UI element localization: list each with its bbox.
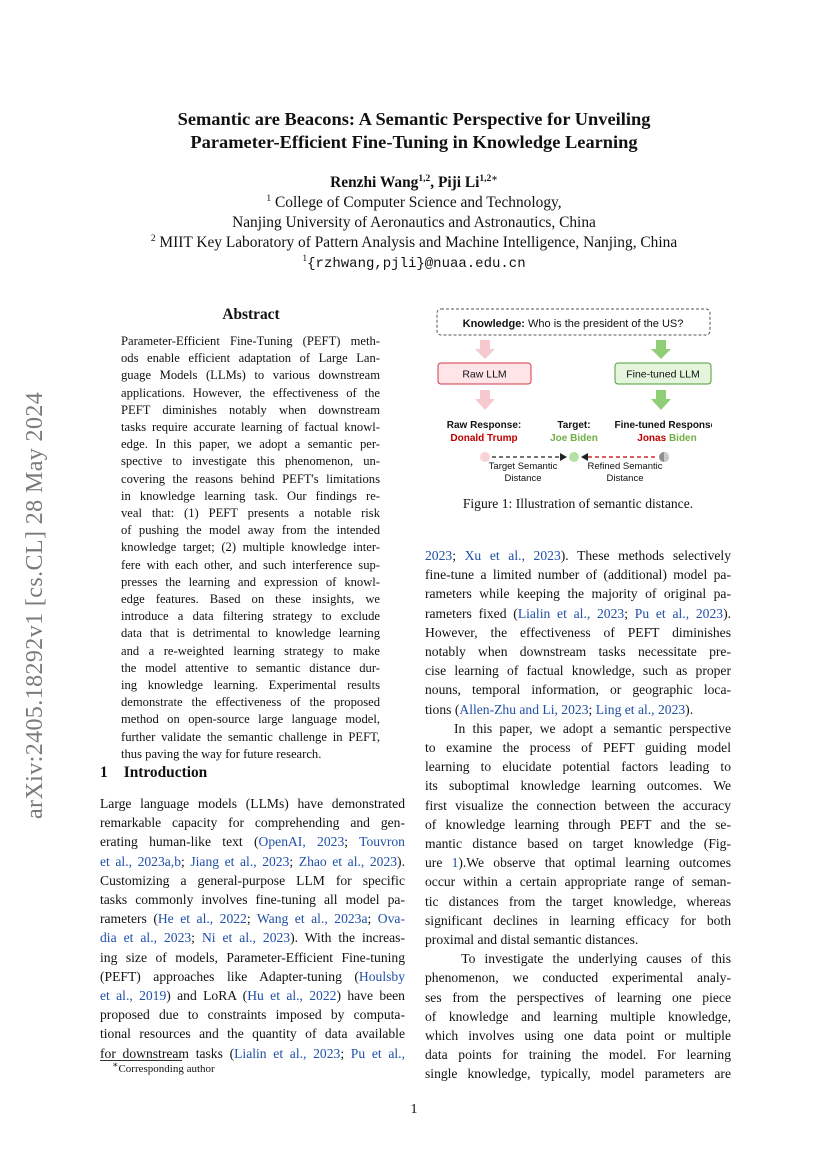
abstract-line: covering the reasons behind PEFT's limitations bbox=[121, 471, 380, 486]
section-heading-introduction bbox=[100, 764, 207, 782]
abstract-line: further validate the semantic challenge in PEFT, bbox=[121, 729, 380, 744]
refined-distance-label: Refined Semantic bbox=[587, 461, 663, 472]
citation-link[interactable]: Jiang et al., 2023 bbox=[190, 853, 290, 869]
body-line bbox=[425, 853, 731, 872]
target-label: Target: bbox=[557, 420, 591, 431]
body-line bbox=[425, 1026, 731, 1045]
body-line bbox=[425, 680, 731, 699]
abstract-line: demonstrate the effectiveness of the proposed bbox=[121, 695, 380, 710]
body-line bbox=[425, 623, 731, 642]
finetuned-response-wrong-token: Jonas bbox=[637, 433, 667, 444]
abstract-line: guage Models (LLMs) to various downstream bbox=[121, 368, 380, 383]
figure-1-caption: Figure 1: Illustration of semantic distance. bbox=[462, 496, 694, 511]
body-text: of knowledge and learning multiple knowledge, bbox=[425, 1008, 731, 1024]
affil-sup: 1 bbox=[302, 253, 308, 264]
citation-link[interactable]: et al., 2023a,b bbox=[100, 853, 181, 869]
affiliation-1-line-2: Nanjing University of Aeronautics and Astronautics, China bbox=[232, 214, 596, 231]
body-text: ; bbox=[344, 834, 360, 850]
raw-response-value: Donald Trump bbox=[450, 433, 518, 444]
abstract-line: fere with each other, and such interference sup- bbox=[121, 557, 380, 572]
citation-link[interactable]: Lialin et al., 2023 bbox=[234, 1045, 341, 1061]
body-text: In this paper, we adopt a semantic perspective bbox=[425, 720, 731, 736]
body-text: ; bbox=[588, 701, 596, 717]
body-text: ; bbox=[289, 853, 299, 869]
body-text: mantic distance based on target knowledge (Fig- bbox=[425, 836, 731, 852]
citation-link[interactable]: Hu et al., 2022 bbox=[247, 988, 337, 1004]
body-text: notably when downstream tasks necessitate pre- bbox=[425, 644, 731, 660]
citation-link[interactable]: Ling et al., 2023 bbox=[595, 701, 686, 717]
body-line bbox=[100, 852, 405, 871]
citation-link[interactable]: Xu et al., 2023 bbox=[464, 548, 561, 563]
intro-right-column bbox=[425, 546, 731, 1084]
body-line bbox=[100, 1024, 405, 1043]
abstract-line: Parameter-Efficient Fine-Tuning (PEFT) meth- bbox=[121, 334, 380, 348]
body-text: Customizing a general-purpose LLM for specific bbox=[100, 872, 405, 888]
citation-link[interactable]: Houlsby bbox=[358, 968, 405, 984]
citation-link[interactable]: Wang et al., 2023a bbox=[256, 911, 368, 927]
body-text: first visualize the connection between the accuracy bbox=[425, 797, 731, 813]
body-line bbox=[425, 757, 731, 776]
body-text: tasks commonly involves fine-tuning all model pa- bbox=[100, 892, 405, 908]
footnote-mark: ∗ bbox=[112, 1060, 119, 1071]
abstract-line: edge features. Based on these insights, we bbox=[121, 592, 380, 607]
body-text: ). With the increas- bbox=[290, 930, 405, 946]
body-text: ; bbox=[624, 605, 635, 621]
body-line bbox=[425, 738, 731, 757]
body-text: To investigate the underlying causes of this bbox=[425, 951, 731, 967]
citation-link[interactable]: Allen-Zhu and Li, 2023 bbox=[459, 701, 589, 717]
pink-arrow-top bbox=[475, 340, 495, 359]
body-text: learning to elucidate potential factors leading to bbox=[425, 759, 731, 775]
body-line bbox=[100, 890, 405, 909]
abstract-line: edge. In this paper, we adopt a semantic per- bbox=[121, 437, 380, 452]
body-text: proposed due to constraints imposed by computa- bbox=[100, 1007, 405, 1023]
body-line bbox=[425, 642, 731, 661]
abstract-line: of pushing the model away from the intended bbox=[121, 523, 380, 538]
body-text: phenomenon, we conducted experimental analy- bbox=[425, 970, 731, 986]
body-line bbox=[425, 1064, 731, 1083]
body-text: ) and LoRA ( bbox=[166, 988, 248, 1004]
target-distance-label: Target Semantic bbox=[488, 461, 558, 472]
abstract-line: method on open-source large language model, bbox=[121, 712, 380, 727]
abstract-line: knowledge target; (2) multiple knowledge inter- bbox=[121, 540, 380, 555]
body-line bbox=[425, 796, 731, 815]
pink-arrow-bottom bbox=[475, 390, 495, 410]
arxiv-stamp: arXiv:2405.18292v1 [cs.CL] 28 May 2024 bbox=[22, 391, 48, 819]
body-text: ; bbox=[367, 911, 378, 927]
body-text: data points for training the model. For learning bbox=[425, 1047, 731, 1063]
section-title: Introduction bbox=[123, 764, 208, 781]
body-line bbox=[425, 892, 731, 911]
body-text: ure bbox=[425, 855, 452, 871]
body-text: cise learning of factual knowledge, such as proper bbox=[425, 663, 731, 679]
abstract-line: and a re-weighted learning strategy to make bbox=[121, 643, 380, 658]
body-line bbox=[425, 949, 731, 968]
target-value: Joe Biden bbox=[550, 433, 598, 444]
body-text: single knowledge, typically, model parameters are bbox=[425, 1066, 731, 1082]
citation-link[interactable]: OpenAI, 2023 bbox=[258, 834, 345, 850]
body-text: Large language models (LLMs) have demonstrated bbox=[100, 796, 405, 811]
body-line bbox=[425, 930, 731, 949]
title-line-1: Semantic are Beacons: A Semantic Perspective for Unveiling bbox=[177, 109, 651, 129]
body-line bbox=[425, 911, 731, 930]
body-line bbox=[425, 872, 731, 891]
body-text: ; bbox=[452, 548, 465, 563]
body-text: ). These methods selectively bbox=[560, 548, 731, 563]
target-point bbox=[569, 452, 579, 462]
figure-1 bbox=[436, 306, 712, 490]
body-line bbox=[100, 909, 405, 928]
abstract-line: veal that: (1) PEFT presents a notable risk bbox=[121, 506, 380, 521]
abstract-line: data that is detrimental to knowledge learning bbox=[121, 626, 380, 641]
raw-llm-label: Raw LLM bbox=[462, 368, 507, 381]
body-line bbox=[425, 815, 731, 834]
knowledge-label: Knowledge: bbox=[462, 318, 525, 330]
citation-link[interactable]: Touvron bbox=[359, 834, 405, 850]
abstract-line: thus paving the way for future research. bbox=[121, 746, 322, 761]
citation-link[interactable]: Pu et al., 2023 bbox=[634, 605, 724, 621]
body-text: proximal and distal semantic distances. bbox=[425, 932, 639, 948]
author-name: Renzhi Wang bbox=[330, 174, 419, 191]
finetuned-response-value bbox=[637, 433, 696, 444]
author-affil-sup: 1,2 bbox=[418, 173, 431, 184]
body-line bbox=[425, 700, 731, 719]
citation-link[interactable]: 2023 bbox=[425, 548, 453, 563]
abstract-line: PEFT diminishes notably when downstream bbox=[121, 402, 380, 417]
body-line bbox=[425, 546, 731, 565]
body-line bbox=[100, 871, 405, 890]
refined-distance-label-2: Distance bbox=[606, 473, 644, 484]
abstract-line: presses the learning and expression of knowl- bbox=[121, 574, 380, 589]
citation-link[interactable]: Ni et al., 2023 bbox=[201, 930, 291, 946]
body-text: rameters ( bbox=[100, 911, 158, 927]
citation-link[interactable]: dia et al., 2023 bbox=[100, 930, 192, 946]
body-line bbox=[425, 719, 731, 738]
body-text: ; bbox=[181, 853, 191, 869]
body-text: rameters while keeping the majority of original pa- bbox=[425, 586, 731, 602]
affil-text: College of Computer Science and Technology, bbox=[271, 194, 562, 211]
author-email bbox=[0, 253, 828, 274]
finetuned-response-label: Fine-tuned Response: bbox=[614, 420, 712, 431]
body-text: ; bbox=[191, 930, 202, 946]
body-text: ). bbox=[723, 605, 731, 621]
abstract-line: spective to investigate this phenomenon, un- bbox=[121, 454, 380, 469]
body-text: (PEFT) approaches like Adapter-tuning ( bbox=[100, 968, 359, 984]
affil-text: MIIT Key Laboratory of Pattern Analysis and Machine Intelligence, Nanjing, China bbox=[155, 234, 678, 251]
body-text: tic distances from the target knowledge, whereas bbox=[425, 893, 731, 909]
body-line bbox=[425, 834, 731, 853]
abstract-line: ing knowledge learning. Experimental results bbox=[121, 678, 380, 693]
body-text: tions ( bbox=[425, 701, 460, 717]
page-number: 1 bbox=[410, 1102, 418, 1117]
title-line-2: Parameter-Efficient Fine-Tuning in Knowledge Learning bbox=[190, 132, 638, 152]
body-line bbox=[100, 986, 405, 1005]
body-text: ) have been bbox=[336, 988, 405, 1004]
citation-link[interactable]: et al., 2019 bbox=[100, 988, 167, 1004]
footnote bbox=[112, 1060, 215, 1075]
body-line bbox=[425, 604, 731, 623]
citation-link[interactable]: 1 bbox=[451, 855, 459, 871]
body-text: ). bbox=[397, 853, 405, 869]
affiliation-2 bbox=[0, 233, 828, 253]
body-line bbox=[100, 794, 405, 813]
citation-link[interactable]: He et al., 2022 bbox=[157, 911, 247, 927]
body-line bbox=[100, 928, 405, 947]
section-number: 1 bbox=[100, 764, 108, 781]
email-text: {rzhwang,pjli}@nuaa.edu.cn bbox=[307, 256, 526, 272]
body-line bbox=[100, 948, 405, 967]
body-text: nouns, temporal information, or geographic loca- bbox=[425, 682, 731, 698]
author-name: Piji Li bbox=[437, 174, 480, 191]
body-text: ing size of models, Parameter-Efficient Fine-tuning bbox=[100, 949, 405, 965]
body-line bbox=[100, 1005, 405, 1024]
body-text: its suboptimal knowledge learning outcomes. We bbox=[425, 778, 731, 794]
figure-1-diagram bbox=[436, 306, 712, 490]
citation-link[interactable]: Pu et al., bbox=[350, 1045, 405, 1061]
finetuned-response-right-token: Biden bbox=[666, 433, 697, 444]
body-text: ).We observe that optimal learning outcomes bbox=[458, 855, 731, 871]
citation-link[interactable]: Lialin et al., 2023 bbox=[517, 605, 625, 621]
target-distance-label-2: Distance bbox=[504, 473, 542, 484]
body-text: significant declines in learning efficacy for both bbox=[425, 912, 731, 928]
paper-title bbox=[0, 108, 828, 154]
abstract-line: ods enable efficient adaptation of Large Lan- bbox=[121, 351, 380, 366]
knowledge-question bbox=[463, 318, 684, 330]
body-text: rameters fixed ( bbox=[425, 605, 518, 621]
green-arrow-top bbox=[651, 340, 671, 359]
body-text: for downstream tasks ( bbox=[100, 1045, 235, 1061]
raw-response-label: Raw Response: bbox=[446, 420, 522, 431]
body-text: tional resources and the quantity of data available bbox=[100, 1026, 405, 1042]
body-line bbox=[425, 968, 731, 987]
finetuned-llm-label: Fine-tuned LLM bbox=[626, 368, 700, 381]
body-text: However, the effectiveness of PEFT diminishes bbox=[425, 624, 731, 640]
citation-link[interactable]: Zhao et al., 2023 bbox=[298, 853, 398, 869]
body-text: ses from the perspectives of learning one piece bbox=[425, 989, 731, 1005]
citation-link[interactable]: Ova- bbox=[377, 911, 405, 927]
body-line bbox=[425, 584, 731, 603]
body-text: remarkable capacity for comprehending and gen- bbox=[100, 815, 405, 831]
body-line bbox=[425, 565, 731, 584]
abstract-line: introduce a data filtering strategy to exclude bbox=[121, 609, 380, 624]
body-line bbox=[425, 1045, 731, 1064]
abstract-line: tasks require accurate learning of factual knowl- bbox=[121, 420, 380, 435]
author-separator: , bbox=[430, 174, 438, 191]
body-text: of knowledge learning through PEFT and the se- bbox=[425, 816, 731, 832]
body-line bbox=[100, 832, 405, 851]
affil-sup: 1 bbox=[266, 193, 272, 204]
abstract-line: the model attentive to semantic distance dur- bbox=[121, 660, 380, 675]
author-affil-sup: 1,2∗ bbox=[479, 173, 498, 184]
body-line bbox=[100, 967, 405, 986]
knowledge-question-text: Who is the president of the US? bbox=[524, 318, 684, 330]
body-text: erating human-like text ( bbox=[100, 834, 259, 850]
abstract-heading: Abstract bbox=[222, 306, 280, 323]
abstract-body bbox=[121, 333, 380, 763]
body-line bbox=[425, 1007, 731, 1026]
abstract-line: applications. However, the effectiveness of the bbox=[121, 385, 380, 400]
affil-sup: 2 bbox=[150, 233, 156, 244]
green-arrow-bottom bbox=[651, 390, 671, 410]
body-text: occur within a certain appropriate range of seman- bbox=[425, 874, 731, 890]
body-text: which involves using one data point or multiple bbox=[425, 1028, 731, 1044]
abstract-line: in knowledge learning task. Our findings re- bbox=[121, 488, 380, 503]
body-text: to examine the process of PEFT guiding model bbox=[425, 740, 731, 756]
body-line bbox=[425, 776, 731, 795]
body-text: ). bbox=[685, 701, 694, 717]
body-line bbox=[425, 988, 731, 1007]
body-line bbox=[100, 813, 405, 832]
affiliation-1 bbox=[0, 193, 828, 213]
footnote-text: Corresponding author bbox=[118, 1063, 215, 1075]
author-list bbox=[0, 174, 828, 192]
body-text: ; bbox=[340, 1045, 351, 1061]
body-text: ; bbox=[246, 911, 257, 927]
body-line bbox=[425, 661, 731, 680]
body-text: fine-tune a limited number of (additional) model pa- bbox=[425, 567, 731, 583]
intro-left-column bbox=[100, 794, 405, 1063]
